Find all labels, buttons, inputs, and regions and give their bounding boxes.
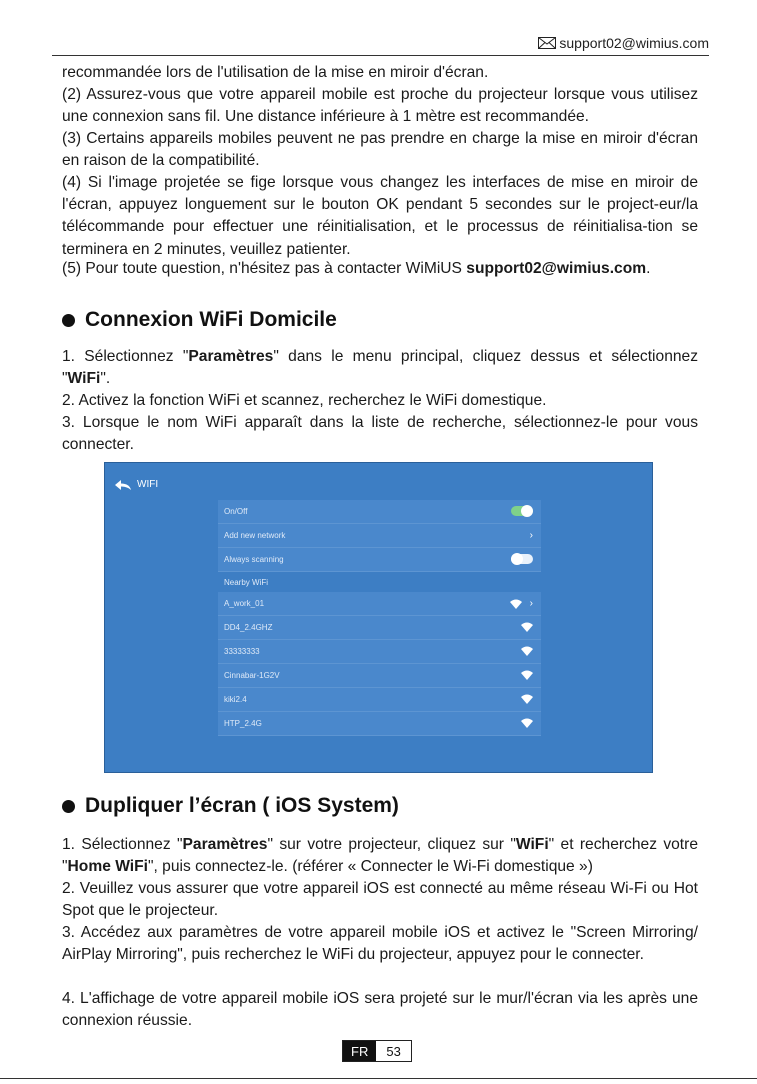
row-label: A_work_01	[224, 599, 265, 608]
wifi-lock-icon	[510, 599, 522, 609]
wifi-step-1-b: Paramètres	[188, 348, 274, 365]
language-label: FR	[343, 1041, 376, 1061]
ios-step-1-g: ", puis connectez-le. (référer « Connecter le Wi-Fi domestique »)	[147, 858, 593, 876]
section-title: Dupliquer l’écran ( iOS System)	[85, 794, 399, 817]
wifi-step-1-a: 1. Sélectionnez "	[62, 348, 189, 365]
note-3: (3) Certains appareils mobiles peuvent ne pas prendre en charge la mise en miroir d'écran en raison de la compatibilité.	[62, 130, 698, 170]
section-heading-ios	[62, 794, 399, 818]
nearby-wifi-header	[218, 572, 541, 592]
header-contact	[538, 35, 709, 51]
wifi-settings-screenshot	[104, 462, 653, 773]
row-label: Cinnabar-1G2V	[224, 671, 280, 680]
ios-step-4: 4. L'affichage de votre appareil mobile iOS sera projeté sur le mur/l'écran via les après une connexion réussie.	[62, 990, 698, 1030]
wifi-network-row[interactable]	[218, 688, 541, 712]
note-5-end: .	[646, 260, 651, 277]
header-email: support02@wimius.com	[559, 35, 709, 51]
wifi-lock-icon	[521, 646, 533, 656]
always-scanning-row[interactable]	[218, 548, 541, 572]
wifi-network-row[interactable]	[218, 664, 541, 688]
ios-step-1-f: Home WiFi	[67, 858, 148, 876]
row-label: 33333333	[224, 647, 260, 656]
chevron-right-icon: ›	[529, 530, 533, 541]
wifi-onoff-row[interactable]	[218, 500, 541, 524]
ios-step-1-d: WiFi	[515, 836, 549, 853]
screenshot-title: WIFI	[137, 479, 159, 490]
bullet-icon	[62, 314, 75, 327]
note-4: (4) Si l'image projetée se fige lorsque vous changez les interfaces de mise en miroir de l'écran, appuyez longuement sur le bouton OK pendant 5 secondes sur le project-eur/la télécommande pour effectuer une réinitialisation, et le processus de réinitialisa-tion se terminera en 2 minutes, veuillez patienter.	[62, 174, 698, 258]
toggle-off-icon[interactable]	[511, 554, 533, 564]
wifi-network-row[interactable]	[218, 640, 541, 664]
row-label: kiki2.4	[224, 695, 247, 704]
row-label: Always scanning	[224, 555, 284, 564]
add-network-row[interactable]	[218, 524, 541, 548]
row-label: On/Off	[224, 507, 248, 516]
wifi-step-1	[62, 346, 698, 390]
mail-icon	[538, 37, 556, 49]
row-label: HTP_2.4G	[224, 719, 262, 728]
ios-step-1	[62, 834, 698, 878]
note-5-text: (5) Pour toute question, n'hésitez pas à contacter WiMiUS	[62, 260, 467, 277]
wifi-step-2: 2. Activez la fonction WiFi et scannez, recherchez le WiFi domestique.	[62, 392, 547, 409]
wifi-network-row[interactable]	[218, 592, 541, 616]
ios-step-1-a: 1. Sélectionnez "	[62, 836, 183, 853]
wifi-step-3: 3. Lorsque le nom WiFi apparaît dans la liste de recherche, sélectionnez-le pour vous connecter.	[62, 414, 698, 454]
wifi-lock-icon	[521, 694, 533, 704]
bottom-rule	[0, 1078, 757, 1079]
wifi-lock-icon	[521, 622, 533, 632]
section-heading-wifi	[62, 308, 337, 332]
wifi-lock-icon	[521, 718, 533, 728]
wifi-step-1-c: " dans le menu principal, cliquez dessus et sélectionnez "	[62, 348, 699, 388]
toggle-on-icon[interactable]	[511, 506, 533, 516]
wifi-step-1-d: WiFi	[67, 370, 101, 388]
page-number-badge	[342, 1040, 412, 1062]
section-title: Connexion WiFi Domicile	[85, 308, 337, 331]
back-arrow-icon	[115, 480, 131, 490]
ios-step-1-e: " et recherchez votre "	[62, 836, 698, 876]
wifi-list	[218, 500, 541, 736]
wifi-lock-icon	[521, 670, 533, 680]
note-2: (2) Assurez-vous que votre appareil mobile est proche du projecteur lorsque vous utilisez une connexion sans fil. Une distance inférieure à 1 mètre est recommandée.	[62, 86, 698, 126]
chevron-right-icon: ›	[529, 598, 533, 609]
support-email[interactable]: support02@wimius.com	[466, 260, 647, 277]
wifi-network-row[interactable]	[218, 616, 541, 640]
ios-step-1-c: " sur votre projecteur, cliquez sur "	[267, 836, 516, 853]
row-label: Nearby WiFi	[224, 577, 269, 587]
ios-step-2: 2. Veuillez vous assurer que votre appareil iOS est connecté au même réseau Wi-Fi ou Hot Spot que le projecteur.	[62, 880, 698, 920]
row-label: DD4_2.4GHZ	[224, 623, 273, 632]
page-header	[52, 33, 709, 56]
note-continued: recommandée lors de l'utilisation de la mise en miroir d'écran.	[62, 64, 489, 81]
ios-step-1-b: Paramètres	[182, 836, 268, 853]
note-5	[62, 258, 698, 280]
wifi-network-row[interactable]	[218, 712, 541, 736]
ios-step-3: 3. Accédez aux paramètres de votre appareil mobile iOS et activez le "Screen Mirroring/ AirPlay Mirroring", puis recherchez le WiFi du projecteur, appuyez pour le connecter.	[62, 924, 698, 964]
page-number: 53	[376, 1041, 410, 1061]
wifi-step-1-e: ".	[100, 370, 111, 388]
screenshot-topbar	[115, 479, 158, 490]
bullet-icon	[62, 800, 75, 813]
row-label: Add new network	[224, 531, 286, 540]
